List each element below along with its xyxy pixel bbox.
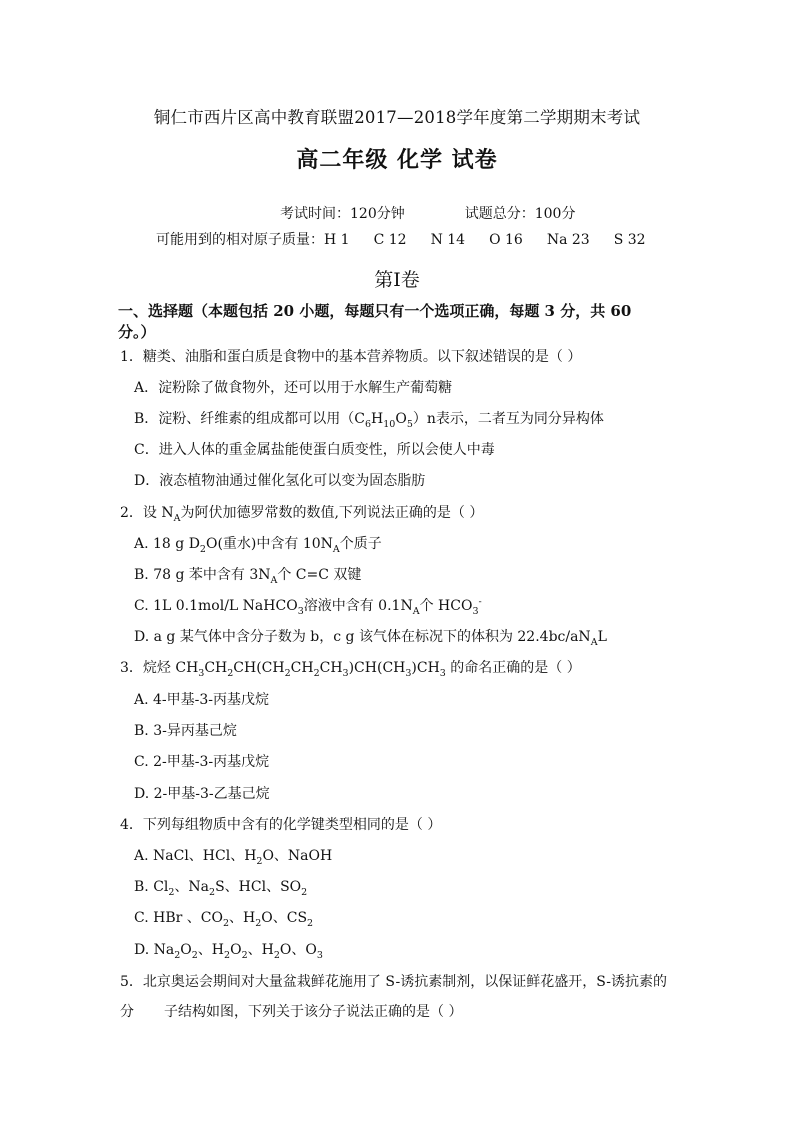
question-4-option-d: D. $Na_2O_2$、$H_2O_2$、$H_2O$、$O_3$ — [134, 942, 323, 961]
question-2-stem: 2．设 $N_A$为阿伏加德罗常数的数值,下列说法正确的是（ ） — [120, 505, 484, 524]
question-3-option-b: B. 3-异丙基己烷 — [134, 723, 237, 739]
atomic-mass-line — [156, 230, 646, 250]
question-2-option-c: C. 1L 0.1mol/L NaHCO$_3$溶液中含有 $0.1N_A$个 $HCO_3^-$ — [134, 596, 482, 617]
atomic-mass-s: S 32 — [613, 232, 646, 248]
atomic-mass-h: H 1 — [324, 232, 350, 248]
atomic-mass-o: O 16 — [489, 232, 523, 248]
question-1-option-b: B．淀粉、纤维素的组成都可以用$(C_6H_{10}O_5)n$表示，二者互为同分异构体 — [134, 411, 604, 430]
question-2-option-d: D. a g 某气体中含分子数为 b，c g 该气体在标况下的体积为 $22.4bc/aN_AL$ — [134, 629, 607, 648]
atomic-mass-c: C 12 — [373, 232, 407, 248]
question-1-option-c: C．进入人体的重金属盐能使蛋白质变性，所以会使人中毒 — [134, 442, 495, 458]
question-4-option-b: B. $Cl_2$、$Na_2S$、HCl、$SO_2$ — [134, 879, 308, 898]
atomic-mass-n: N 14 — [430, 232, 466, 248]
question-1-option-a: A．淀粉除了做食物外，还可以用于水解生产葡萄糖 — [134, 380, 453, 396]
question-4-stem: 4．下列每组物质中含有的化学键类型相同的是（ ） — [120, 817, 442, 833]
question-4-option-c: C. HBr 、$CO_2$、$H_2O$、$CS_2$ — [134, 910, 314, 929]
question-5-stem-line1: 5．北京奥运会期间对大量盆栽鲜花施用了 S-诱抗素制剂，以保证鲜花盛开，S-诱抗素的 — [120, 974, 668, 990]
atomic-mass-label: 可能用到的相对原子质量： — [156, 232, 324, 248]
total-score: 试题总分：100分 — [464, 206, 576, 222]
section-title-line1: 一、选择题（本题包括 20 小题，每题只有一个选项正确，每题 3 分，共 60 — [118, 302, 632, 320]
question-3-stem: 3．烷烃 $CH_3CH_2CH(CH_2CH_2CH_3)CH(CH_3)CH_3$ 的命名正确的是（ ） — [120, 660, 581, 679]
question-3-option-a: A. 4-甲基-3-丙基戊烷 — [134, 692, 270, 708]
question-2-option-a: A. 18 g $D_2O$(重水)中含有 $10N_A$个质子 — [134, 536, 382, 555]
exam-info — [280, 204, 575, 224]
volume-heading: 第Ⅰ卷 — [374, 269, 420, 291]
paper-subtitle: 高二年级 化学 试卷 — [296, 147, 498, 173]
atomic-mass-na: Na 23 — [546, 232, 590, 248]
exam-time: 考试时间：120分钟 — [280, 206, 405, 222]
question-4-option-a: A. NaCl、HCl、$H_2O$、NaOH — [134, 848, 333, 867]
question-1-stem: 1．糖类、油脂和蛋白质是食物中的基本营养物质。以下叙述错误的是（ ） — [120, 349, 582, 365]
question-5-stem-line2: 分 子结构如图，下列关于该分子说法正确的是（ ） — [120, 1004, 463, 1020]
question-1-option-d: D．液态植物油通过催化氢化可以变为固态脂肪 — [134, 473, 426, 489]
section-title-line2: 分。） — [118, 323, 156, 341]
question-3-option-c: C. 2-甲基-3-丙基戊烷 — [134, 754, 270, 770]
question-2-option-b: B. 78 g 苯中含有 $3N_A$个 C=C 双键 — [134, 567, 362, 586]
exam-title: 铜仁市西片区高中教育联盟2017—2018学年度第二学期期末考试 — [153, 108, 641, 127]
question-3-option-d: D. 2-甲基-3-乙基己烷 — [134, 786, 270, 802]
